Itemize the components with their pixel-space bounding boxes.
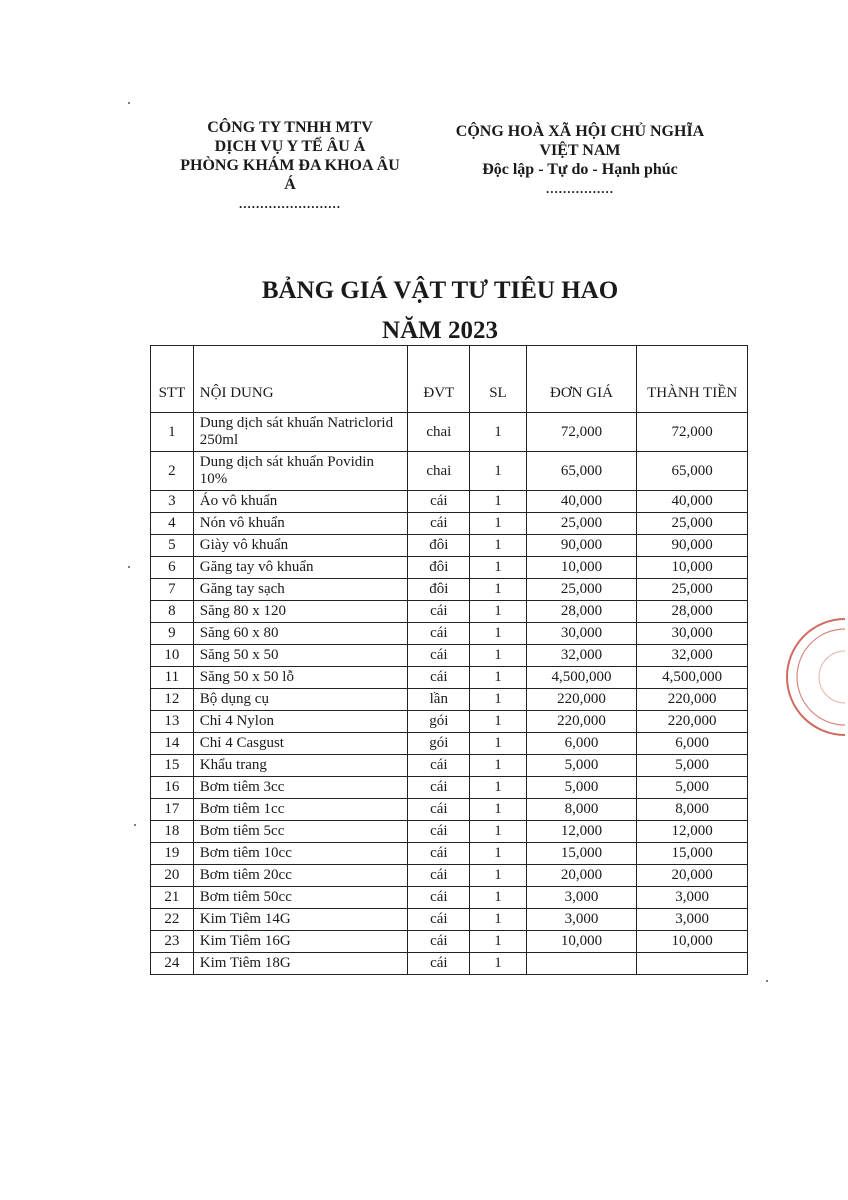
cell-qty: 1 — [470, 799, 526, 821]
company-name-line1: CÔNG TY TNHH MTV — [207, 119, 373, 136]
cell-price: 8,000 — [526, 799, 637, 821]
cell-stt: 11 — [151, 667, 194, 689]
table-row — [151, 777, 748, 799]
col-header-unit: ĐVT — [408, 346, 470, 413]
cell-unit: đôi — [408, 535, 470, 557]
cell-qty: 1 — [470, 579, 526, 601]
cell-stt: 8 — [151, 601, 194, 623]
cell-unit: chai — [408, 452, 470, 491]
cell-stt: 10 — [151, 645, 194, 667]
cell-name: Bơm tiêm 3cc — [193, 777, 408, 799]
cell-price: 32,000 — [526, 645, 637, 667]
cell-qty: 1 — [470, 645, 526, 667]
table-row — [151, 601, 748, 623]
cell-qty: 1 — [470, 865, 526, 887]
national-motto: Độc lập - Tự do - Hạnh phúc — [482, 161, 678, 178]
table-row — [151, 513, 748, 535]
table-row — [151, 645, 748, 667]
cell-stt: 4 — [151, 513, 194, 535]
cell-name: Săng 50 x 50 — [193, 645, 408, 667]
cell-stt: 14 — [151, 733, 194, 755]
cell-name: Kim Tiêm 18G — [193, 953, 408, 975]
cell-stt: 20 — [151, 865, 194, 887]
cell-total: 40,000 — [637, 491, 748, 513]
table-row — [151, 623, 748, 645]
cell-unit: gói — [408, 733, 470, 755]
cell-price: 220,000 — [526, 711, 637, 733]
cell-unit: cái — [408, 623, 470, 645]
cell-name: Bơm tiêm 1cc — [193, 799, 408, 821]
cell-stt: 23 — [151, 931, 194, 953]
cell-unit: cái — [408, 799, 470, 821]
cell-price: 6,000 — [526, 733, 637, 755]
cell-name: Găng tay sạch — [193, 579, 408, 601]
scan-speck — [134, 824, 136, 826]
cell-qty: 1 — [470, 777, 526, 799]
cell-total: 10,000 — [637, 931, 748, 953]
col-header-total: THÀNH TIỀN — [637, 346, 748, 413]
scan-speck — [128, 566, 130, 568]
clinic-name-line2: Á — [284, 176, 296, 193]
col-header-stt: STT — [151, 346, 194, 413]
cell-unit: cái — [408, 931, 470, 953]
national-title-line2: VIỆT NAM — [539, 142, 621, 159]
cell-stt: 3 — [151, 491, 194, 513]
cell-total: 25,000 — [637, 579, 748, 601]
cell-price: 12,000 — [526, 821, 637, 843]
cell-total: 3,000 — [637, 909, 748, 931]
cell-name: Kim Tiêm 16G — [193, 931, 408, 953]
cell-unit: đôi — [408, 579, 470, 601]
cell-price: 10,000 — [526, 931, 637, 953]
cell-total: 15,000 — [637, 843, 748, 865]
clinic-name-line1: PHÒNG KHÁM ĐA KHOA ÂU — [180, 157, 400, 174]
cell-price: 20,000 — [526, 865, 637, 887]
cell-total — [637, 953, 748, 975]
cell-stt: 13 — [151, 711, 194, 733]
cell-price: 3,000 — [526, 909, 637, 931]
cell-unit: cái — [408, 777, 470, 799]
table-row — [151, 755, 748, 777]
cell-stt: 5 — [151, 535, 194, 557]
table-header-row — [151, 346, 748, 413]
cell-price: 10,000 — [526, 557, 637, 579]
cell-name: Găng tay vô khuẩn — [193, 557, 408, 579]
cell-qty: 1 — [470, 601, 526, 623]
table-row — [151, 452, 748, 491]
cell-name: Áo vô khuẩn — [193, 491, 408, 513]
cell-name: Bơm tiêm 10cc — [193, 843, 408, 865]
cell-qty: 1 — [470, 953, 526, 975]
table-row — [151, 413, 748, 452]
cell-qty: 1 — [470, 821, 526, 843]
cell-price: 220,000 — [526, 689, 637, 711]
cell-qty: 1 — [470, 667, 526, 689]
cell-unit: cái — [408, 513, 470, 535]
cell-qty: 1 — [470, 535, 526, 557]
document-title: BẢNG GIÁ VẬT TƯ TIÊU HAO — [261, 277, 619, 304]
cell-qty: 1 — [470, 733, 526, 755]
cell-price: 30,000 — [526, 623, 637, 645]
cell-unit: gói — [408, 711, 470, 733]
table-row — [151, 843, 748, 865]
table-row — [151, 711, 748, 733]
cell-total: 10,000 — [637, 557, 748, 579]
cell-stt: 24 — [151, 953, 194, 975]
cell-stt: 2 — [151, 452, 194, 491]
cell-stt: 17 — [151, 799, 194, 821]
cell-price: 25,000 — [526, 579, 637, 601]
cell-stt: 19 — [151, 843, 194, 865]
cell-name: Bơm tiêm 20cc — [193, 865, 408, 887]
cell-price: 5,000 — [526, 777, 637, 799]
cell-total: 72,000 — [637, 413, 748, 452]
cell-total: 28,000 — [637, 601, 748, 623]
cell-unit: cái — [408, 953, 470, 975]
cell-unit: cái — [408, 667, 470, 689]
col-header-qty: SL — [470, 346, 526, 413]
cell-name: Chỉ 4 Casgust — [193, 733, 408, 755]
cell-unit: cái — [408, 865, 470, 887]
table-row — [151, 689, 748, 711]
national-title-line1: CỘNG HOÀ XÃ HỘI CHỦ NGHĨA — [455, 123, 705, 140]
cell-total: 30,000 — [637, 623, 748, 645]
cell-total: 5,000 — [637, 777, 748, 799]
scan-speck — [766, 980, 768, 982]
cell-name: Chỉ 4 Nylon — [193, 711, 408, 733]
table-row — [151, 799, 748, 821]
cell-qty: 1 — [470, 887, 526, 909]
cell-qty: 1 — [470, 843, 526, 865]
cell-total: 8,000 — [637, 799, 748, 821]
cell-stt: 21 — [151, 887, 194, 909]
cell-unit: cái — [408, 645, 470, 667]
cell-stt: 12 — [151, 689, 194, 711]
cell-price: 25,000 — [526, 513, 637, 535]
scan-speck — [128, 102, 130, 104]
cell-total: 25,000 — [637, 513, 748, 535]
cell-total: 4,500,000 — [637, 667, 748, 689]
cell-price: 3,000 — [526, 887, 637, 909]
cell-unit: cái — [408, 755, 470, 777]
cell-unit: cái — [408, 491, 470, 513]
cell-stt: 1 — [151, 413, 194, 452]
table-row — [151, 733, 748, 755]
cell-name: Dung dịch sát khuẩn Povidin 10% — [193, 452, 408, 491]
table-row — [151, 887, 748, 909]
cell-stt: 16 — [151, 777, 194, 799]
table-row — [151, 931, 748, 953]
cell-price: 40,000 — [526, 491, 637, 513]
cell-total: 6,000 — [637, 733, 748, 755]
cell-qty: 1 — [470, 909, 526, 931]
cell-stt: 9 — [151, 623, 194, 645]
table-row — [151, 667, 748, 689]
cell-total: 220,000 — [637, 711, 748, 733]
cell-total: 12,000 — [637, 821, 748, 843]
cell-qty: 1 — [470, 557, 526, 579]
cell-total: 32,000 — [637, 645, 748, 667]
table-row — [151, 491, 748, 513]
cell-qty: 1 — [470, 413, 526, 452]
cell-name: Săng 50 x 50 lỗ — [193, 667, 408, 689]
cell-price: 72,000 — [526, 413, 637, 452]
national-dots-line: ................ — [546, 181, 614, 196]
cell-qty: 1 — [470, 755, 526, 777]
cell-unit: đôi — [408, 557, 470, 579]
cell-name: Săng 80 x 120 — [193, 601, 408, 623]
cell-name: Nón vô khuẩn — [193, 513, 408, 535]
cell-total: 5,000 — [637, 755, 748, 777]
cell-name: Khẩu trang — [193, 755, 408, 777]
cell-qty: 1 — [470, 452, 526, 491]
cell-price: 28,000 — [526, 601, 637, 623]
document-year: NĂM 2023 — [382, 317, 498, 344]
cell-unit: lần — [408, 689, 470, 711]
cell-name: Bộ dụng cụ — [193, 689, 408, 711]
company-name-line2: DỊCH VỤ Y TẾ ÂU Á — [214, 138, 366, 155]
cell-stt: 7 — [151, 579, 194, 601]
cell-total: 90,000 — [637, 535, 748, 557]
table-row — [151, 821, 748, 843]
cell-unit: cái — [408, 909, 470, 931]
table-row — [151, 535, 748, 557]
cell-name: Dung dịch sát khuẩn Natriclorid 250ml — [193, 413, 408, 452]
cell-unit: cái — [408, 601, 470, 623]
cell-name: Săng 60 x 80 — [193, 623, 408, 645]
cell-total: 65,000 — [637, 452, 748, 491]
cell-total: 3,000 — [637, 887, 748, 909]
cell-name: Kim Tiêm 14G — [193, 909, 408, 931]
cell-price: 5,000 — [526, 755, 637, 777]
cell-stt: 18 — [151, 821, 194, 843]
cell-price: 90,000 — [526, 535, 637, 557]
table-row — [151, 579, 748, 601]
cell-qty: 1 — [470, 711, 526, 733]
table-row — [151, 557, 748, 579]
table-row — [151, 953, 748, 975]
cell-stt: 22 — [151, 909, 194, 931]
table-row — [151, 865, 748, 887]
cell-price — [526, 953, 637, 975]
cell-price: 15,000 — [526, 843, 637, 865]
cell-unit: cái — [408, 887, 470, 909]
col-header-price: ĐƠN GIÁ — [526, 346, 637, 413]
cell-name: Bơm tiêm 50cc — [193, 887, 408, 909]
cell-unit: cái — [408, 843, 470, 865]
cell-qty: 1 — [470, 623, 526, 645]
cell-qty: 1 — [470, 491, 526, 513]
cell-price: 65,000 — [526, 452, 637, 491]
cell-total: 20,000 — [637, 865, 748, 887]
col-header-name: NỘI DUNG — [193, 346, 408, 413]
cell-total: 220,000 — [637, 689, 748, 711]
table-row — [151, 909, 748, 931]
cell-qty: 1 — [470, 689, 526, 711]
cell-qty: 1 — [470, 513, 526, 535]
company-header — [180, 118, 400, 212]
table-body — [151, 413, 748, 975]
cell-price: 4,500,000 — [526, 667, 637, 689]
company-dots-line: ........................ — [239, 196, 341, 211]
red-stamp-fragment — [775, 612, 845, 742]
cell-unit: chai — [408, 413, 470, 452]
cell-stt: 6 — [151, 557, 194, 579]
price-table — [150, 345, 748, 975]
national-header — [430, 122, 730, 197]
cell-stt: 15 — [151, 755, 194, 777]
cell-qty: 1 — [470, 931, 526, 953]
cell-name: Bơm tiêm 5cc — [193, 821, 408, 843]
cell-unit: cái — [408, 821, 470, 843]
cell-name: Giày vô khuẩn — [193, 535, 408, 557]
